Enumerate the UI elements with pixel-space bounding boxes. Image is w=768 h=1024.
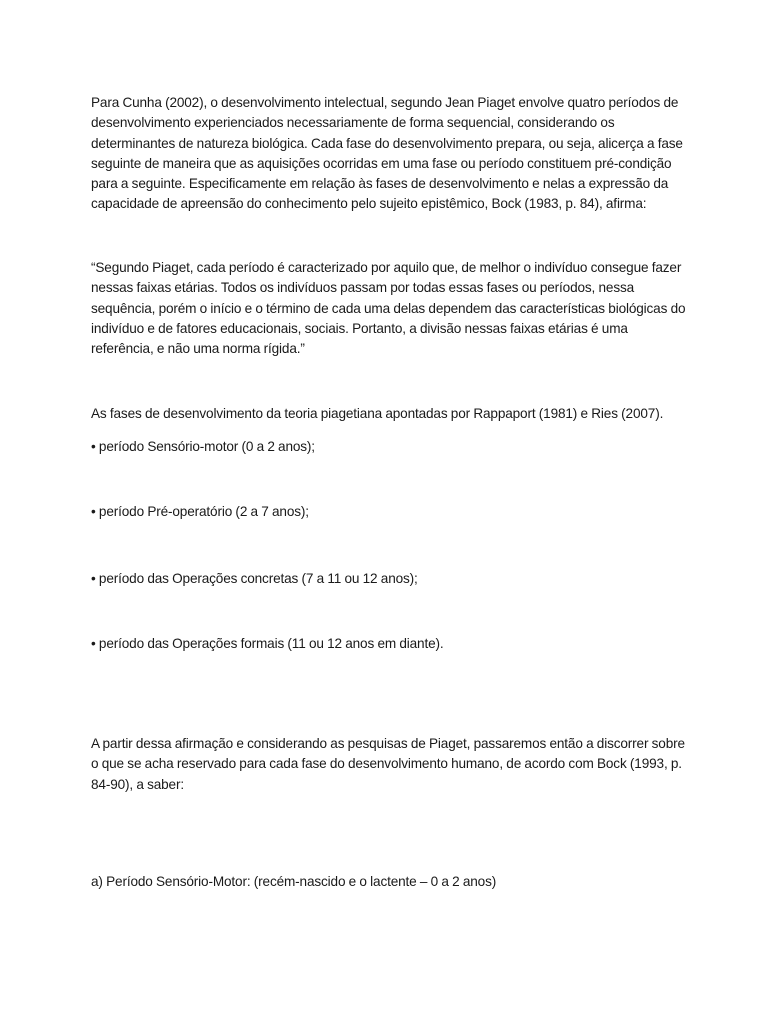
intro-paragraph: Para Cunha (2002), o desenvolvimento intelectual, segundo Jean Piaget envolve quatro períodos de desenvolvimento experienciados necessariamente de forma sequencial, considerando os determinantes de natureza biológica. Cada fase do desenvolvimento prepara, ou seja, alicerça a fase seguinte de maneira que as aquisições ocorridas em uma fase ou período constituem pré-condição para a seguinte. Especificamente em relação às fases de desenvolvimento e nelas a expressão da capacidade de apreensão do conhecimento pelo sujeito epistêmico, Bock (1983, p. 84), afirma: (91, 95, 683, 212)
phase-list-item: • período Sensório-motor (0 a 2 anos); (91, 439, 315, 454)
piaget-quote: “Segundo Piaget, cada período é caracterizado por aquilo que, de melhor o indivíduo consegue fazer nessas faixas etárias. Todos os indivíduos passam por todas essas fases ou períodos, nessa sequência, porém o início e o término de cada uma delas dependem das características biológicas do indivíduo e de fatores educacionais, sociais. Portanto, a divisão nessas faixas etárias é uma referência, e não uma norma rígida.” (91, 260, 686, 357)
phase-list-item: • período das Operações concretas (7 a 11 ou 12 anos); (91, 571, 418, 586)
section-heading: a) Período Sensório-Motor: (recém-nascido e o lactente – 0 a 2 anos) (91, 874, 497, 889)
phase-list-item: • período das Operações formais (11 ou 12 anos em diante). (91, 636, 444, 651)
transition-paragraph: A partir dessa afirmação e considerando as pesquisas de Piaget, passaremos então a discorrer sobre o que se acha reservado para cada fase do desenvolvimento humano, de acordo com Bock (1993, p. 84-90), a saber: (91, 736, 685, 792)
phases-intro: As fases de desenvolvimento da teoria piagetiana apontadas por Rappaport (1981) e Ries (2007). (91, 406, 664, 421)
phase-list-item: • período Pré-operatório (2 a 7 anos); (91, 504, 309, 519)
